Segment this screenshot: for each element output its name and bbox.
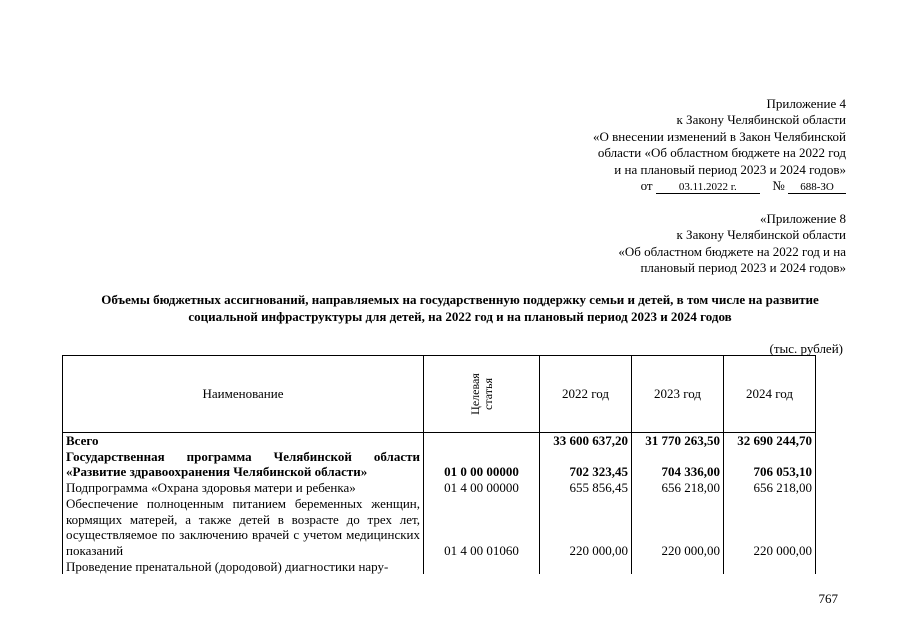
appendix-header-original (526, 211, 846, 277)
appendix-header-amendment (526, 96, 846, 194)
row-name: Обеспечение полноценным питанием беременных женщин, кормящих матерей, а также детей в возрасте до трех лет, осуществляемое по заключению врачей с учетом медицинских показаний (63, 496, 424, 559)
row-value-2024: 706 053,10 (724, 449, 816, 480)
header-line: «Приложение 8 (759, 211, 846, 226)
title-line: социальной инфраструктуры для детей, на 2022 год и на плановый период 2023 и 2024 годов (188, 308, 732, 324)
row-value-2023: 220 000,00 (632, 496, 724, 559)
row-value-2022 (540, 559, 632, 575)
table-row (63, 480, 816, 496)
row-value-2024 (724, 559, 816, 575)
row-value-2024: 656 218,00 (724, 480, 816, 496)
header-line: к Закону Челябинской области (676, 112, 846, 128)
row-code: 01 0 00 00000 (424, 449, 540, 480)
row-name: Государственная программа Челябинской области «Развитие здравоохранения Челябинской области» (63, 449, 424, 480)
code-header-line: Целевая (467, 372, 482, 415)
header-line: плановый период 2023 и 2024 годов» (640, 260, 846, 276)
table-row (63, 496, 816, 559)
header-line: области «Об областном бюджете на 2022 год (597, 145, 846, 161)
row-value-2022: 655 856,45 (540, 480, 632, 496)
header-line: «Об областном бюджете на 2022 год и на (618, 243, 846, 259)
column-header-name: Наименование (63, 356, 424, 433)
row-code: 01 4 00 01060 (424, 496, 540, 559)
row-value-2023: 31 770 263,50 (632, 433, 724, 449)
row-value-2023: 704 336,00 (632, 449, 724, 480)
header-line: к Закону Челябинской области (676, 227, 846, 243)
row-value-2024: 220 000,00 (724, 496, 816, 559)
number-prefix: № (772, 178, 785, 194)
row-code (424, 433, 540, 449)
row-code (424, 559, 540, 575)
row-name: Подпрограмма «Охрана здоровья матери и ребенка» (63, 480, 424, 496)
row-value-2024: 32 690 244,70 (724, 433, 816, 449)
units-label: (тыс. рублей) (769, 341, 843, 356)
header-line: Приложение 4 (766, 96, 846, 111)
row-name: Всего (63, 433, 424, 449)
row-value-2023 (632, 559, 724, 575)
row-value-2022: 33 600 637,20 (540, 433, 632, 449)
header-line: и на плановый период 2023 и 2024 годов» (614, 161, 846, 177)
header-line: «О внесении изменений в Закон Челябинской (592, 128, 846, 144)
row-value-2022: 702 323,45 (540, 449, 632, 480)
page-number: 767 (818, 591, 838, 606)
table-row (63, 559, 816, 575)
law-date-number-line (526, 178, 846, 194)
code-header-line: статья (480, 377, 495, 410)
table-row (63, 433, 816, 449)
document-title (50, 292, 870, 325)
column-header-2024: 2024 год (724, 356, 816, 433)
title-line: Объемы бюджетных ассигнований, направляемых на государственную поддержку семьи и детей, в том числе на развитие (101, 292, 819, 307)
row-code: 01 4 00 00000 (424, 480, 540, 496)
column-header-2022: 2022 год (540, 356, 632, 433)
row-name: Проведение пренатальной (дородовой) диагностики нару- (63, 559, 424, 575)
table-header-row (63, 356, 816, 433)
column-header-2023: 2023 год (632, 356, 724, 433)
budget-table (62, 355, 816, 574)
law-date: 03.11.2022 г. (656, 181, 760, 194)
table-row (63, 449, 816, 480)
row-value-2023: 656 218,00 (632, 480, 724, 496)
row-value-2022: 220 000,00 (540, 496, 632, 559)
law-number: 688-ЗО (788, 181, 846, 194)
date-prefix: от (640, 178, 653, 194)
column-header-code (424, 356, 540, 433)
